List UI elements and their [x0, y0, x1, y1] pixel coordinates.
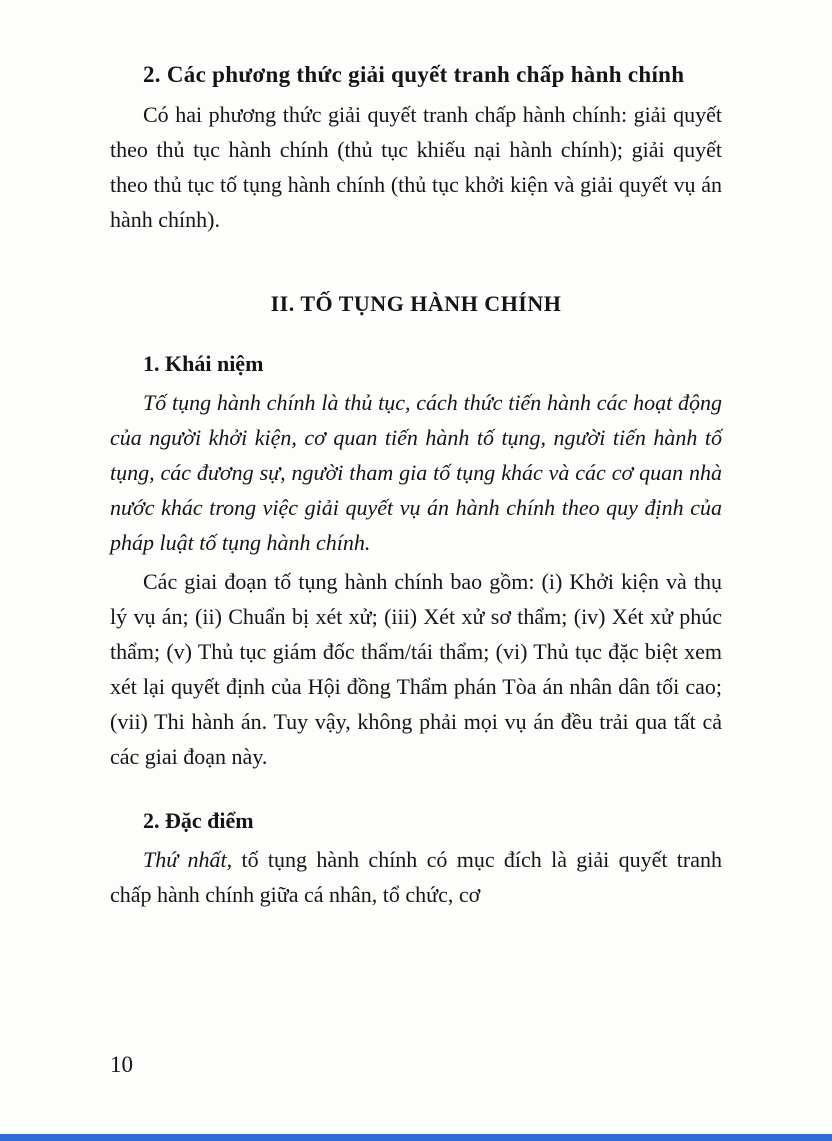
paragraph-dinh-nghia: Tố tụng hành chính là thủ tục, cách thức tiến hành các hoạt động của người khởi kiện, cơ quan tiến hành tố tụng, người tiến hành tố tụng, các đương sự, người tham gia tố tụng khác và các cơ quan nhà nước khác trong việc giải quyết vụ án hành chính theo quy định của pháp luật tố tụng hành chính. — [110, 390, 722, 555]
paragraph-dac-diem-text: tố tụng hành chính có mục đích là giải quyết tranh chấp hành chính giữa cá nhân, tổ chức, cơ — [110, 847, 722, 907]
page-bottom-edge-bar — [0, 1134, 832, 1141]
sub-heading-dac-diem: 2. Đặc điểm — [143, 808, 254, 833]
lead-phrase-thu-nhat: Thứ nhất, — [143, 847, 233, 872]
paragraph-giai-doan: Các giai đoạn tố tụng hành chính bao gồm: (i) Khởi kiện và thụ lý vụ án; (ii) Chuẩn bị xét xử; (iii) Xét xử sơ thẩm; (iv) Xét xử phúc thẩm; (v) Thủ tục giám đốc thẩm/tái thẩm; (vi) Thủ tục đặc biệt xem xét lại quyết định của Hội đồng Thẩm phán Tòa án nhân dân tối cao; (vii) Thi hành án. Tuy vậy, không phải mọi vụ án đều trải qua tất cả các giai đoạn này. — [110, 569, 722, 769]
sub-heading-khai-niem: 1. Khái niệm — [143, 351, 264, 376]
paragraph-dac-diem — [110, 842, 722, 912]
paragraph-phuong-thuc: Có hai phương thức giải quyết tranh chấp hành chính: giải quyết theo thủ tục hành chính (thủ tục khiếu nại hành chính); giải quyết theo thủ tục tố tụng hành chính (thủ tục khởi kiện và giải quyết vụ án hành chính). — [110, 102, 722, 232]
section-heading-to-tung-hanh-chinh: II. TỐ TỤNG HÀNH CHÍNH — [270, 291, 562, 316]
page-number: 10 — [110, 1052, 133, 1077]
heading-phuong-thuc-giai-quyet: 2. Các phương thức giải quyết tranh chấp hành chính — [143, 62, 685, 87]
